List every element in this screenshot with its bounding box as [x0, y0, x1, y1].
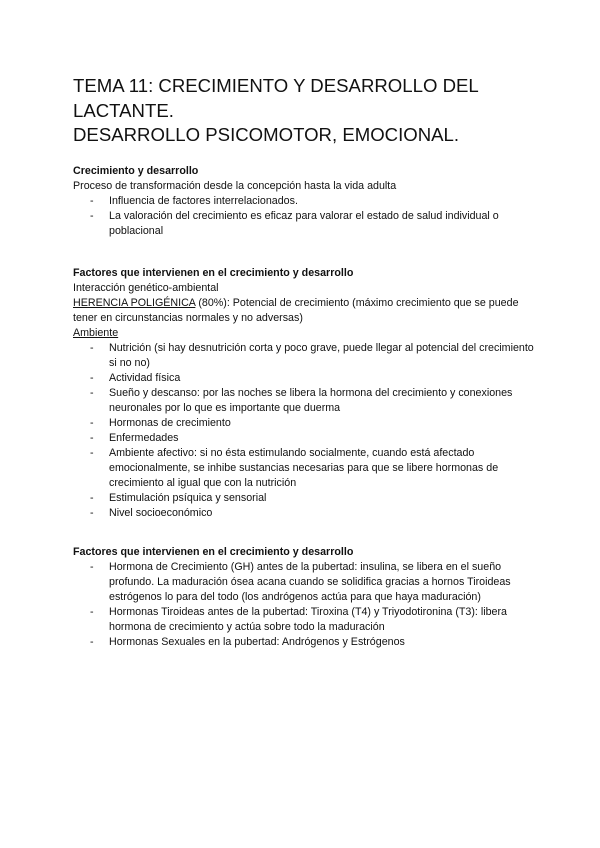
herencia-label: HERENCIA POLIGÉNICA — [73, 297, 196, 309]
herencia-paragraph — [73, 296, 543, 326]
title-line: LACTANTE. — [73, 99, 174, 121]
title-line: TEMA 11: CRECIMIENTO Y DESARROLLO DEL — [73, 75, 479, 96]
section-heading: Factores que intervienen en el crecimiento y desarrollo — [73, 546, 354, 558]
section-intro: Proceso de transformación desde la concepción hasta la vida adulta — [73, 180, 397, 192]
section-intro: Interacción genético-ambiental — [73, 282, 219, 294]
list-item: - Estimulación psíquica y sensorial — [73, 491, 543, 506]
section-factores-hormonales — [73, 545, 543, 650]
section-heading: Factores que intervienen en el crecimiento y desarrollo — [73, 267, 354, 279]
section-crecimiento-desarrollo — [73, 164, 543, 239]
list-item: - Nutrición (si hay desnutrición corta y poco grave, puede llegar al potencial del crecimiento si no no) — [73, 341, 543, 371]
list-item: - Hormona de Crecimiento (GH) antes de la pubertad: insulina, se libera en el sueño profundo. La maduración ósea acana cuando se solidifica gracias a hornos Tiroideas estrógenos lo para del todo (los andrógenos actúa para que haya maduración) — [73, 560, 543, 605]
ambiente-label: Ambiente — [73, 327, 119, 339]
herencia-text: (80%): Potencial de crecimiento (máximo crecimiento que se puede tener en circunstancias normales y no adversas) — [73, 297, 519, 324]
section-factores — [73, 266, 543, 521]
page-title — [73, 74, 553, 148]
list-item: - La valoración del crecimiento es eficaz para valorar el estado de salud individual o poblacional — [73, 209, 543, 239]
list-item: - Sueño y descanso: por las noches se libera la hormona del crecimiento y conexiones neuronales por lo que es importante que duerma — [73, 386, 543, 416]
list-item: - Ambiente afectivo: si no ésta estimulando socialmente, cuando está afectado emocionalmente, se inhibe sustancias necesarias para que se libere hormonas de crecimiento al igual que con la nutrición — [73, 446, 543, 491]
list-item: - Enfermedades — [73, 431, 543, 446]
bullet-list — [73, 194, 543, 239]
title-line: DESARROLLO PSICOMOTOR, EMOCIONAL. — [73, 124, 460, 145]
list-item: - Nivel socioeconómico — [73, 506, 543, 521]
section-heading: Crecimiento y desarrollo — [73, 165, 199, 177]
bullet-list — [73, 560, 543, 650]
list-item: - Hormonas Sexuales en la pubertad: Andrógenos y Estrógenos — [73, 635, 543, 650]
list-item: - Hormonas de crecimiento — [73, 416, 543, 431]
list-item: - Influencia de factores interrelacionados. — [73, 194, 543, 209]
bullet-list — [73, 341, 543, 521]
list-item: - Actividad física — [73, 371, 543, 386]
list-item: - Hormonas Tiroideas antes de la pubertad: Tiroxina (T4) y Triyodotironina (T3): libera hormona de crecimiento y actúa sobre todo la maduración — [73, 605, 543, 635]
